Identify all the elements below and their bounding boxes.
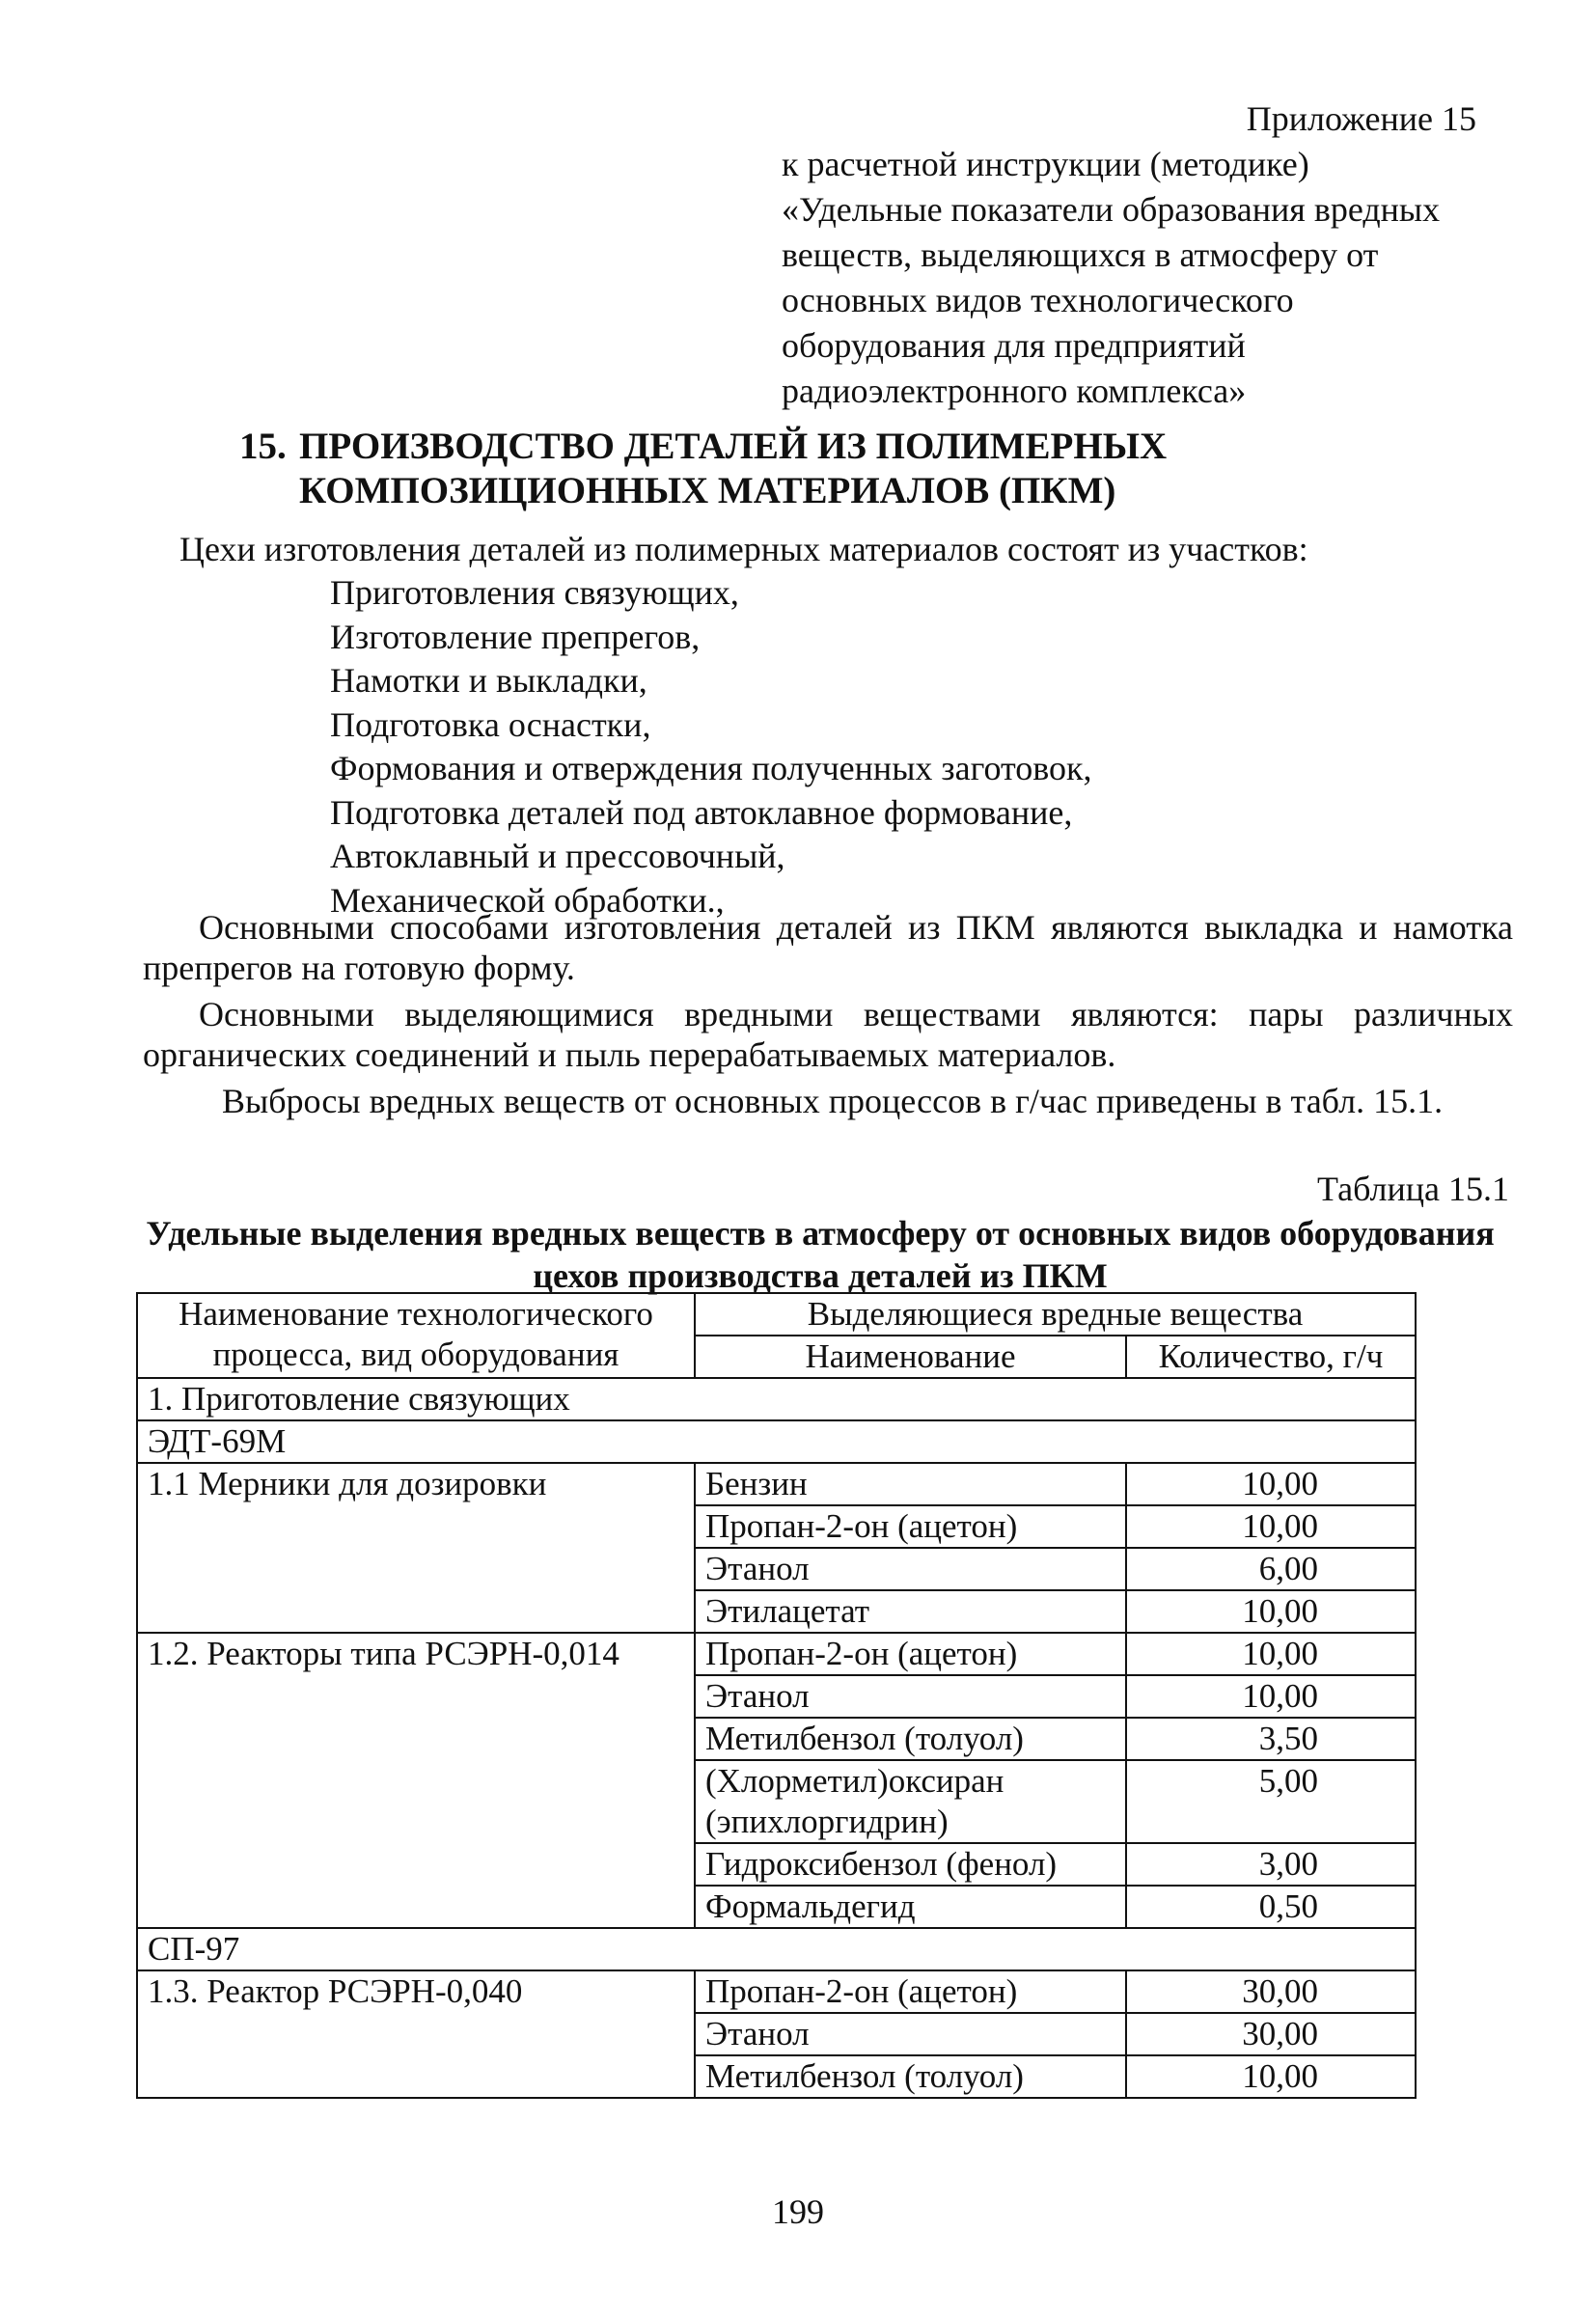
list-item: Механической обработки.,: [330, 880, 725, 920]
section-number: 15.: [239, 426, 287, 467]
emissions-table: [136, 1292, 1417, 2099]
header-process: Наименование технологического процесса, вид оборудования: [137, 1293, 695, 1378]
table-label: Таблица 15.1: [1317, 1170, 1509, 1208]
substance-cell: Метилбензол (толуол): [695, 2055, 1126, 2098]
paragraph-emissions: Выбросы вредных веществ от основных процессов в г/час приведены в табл. 15.1.: [222, 1082, 1444, 1120]
section-title: ПРОИЗВОДСТВО ДЕТАЛЕЙ ИЗ ПОЛИМЕРНЫХ КОМПОЗИЦИОННЫХ МАТЕРИАЛОВ (ПКМ): [299, 426, 1168, 511]
table-row: [137, 1463, 1416, 1505]
appendix-note: [782, 96, 1476, 414]
header-name: Наименование: [695, 1336, 1126, 1378]
list-item: Подготовка деталей под автоклавное формование,: [330, 792, 1073, 832]
substance-cell: Гидроксибензол (фенол): [695, 1843, 1126, 1886]
substance-cell: Метилбензол (толуол): [695, 1718, 1126, 1760]
quantity-cell: 5,00: [1126, 1760, 1416, 1843]
quantity-cell: 30,00: [1126, 2013, 1416, 2055]
substance-cell: Этанол: [695, 2013, 1126, 2055]
substance-cell: Этилацетат: [695, 1590, 1126, 1633]
appendix-reference: к расчетной инструкции (методике) «Удельные показатели образования вредных веществ, выделяющихся в атмосферу от основных видов технологического оборудования для предприятий радиоэлектронного комплекса»: [782, 145, 1441, 410]
substance-cell: Этанол: [695, 1548, 1126, 1590]
quantity-cell: 6,00: [1126, 1548, 1416, 1590]
table-row: [137, 1970, 1416, 2013]
page-number: 199: [772, 2192, 824, 2231]
substance-cell: Пропан-2-он (ацетон): [695, 1970, 1126, 2013]
list-item: Формования и отверждения полученных заготовок,: [330, 749, 1092, 787]
substance-cell: Этанол: [695, 1675, 1126, 1718]
quantity-cell: 3,00: [1126, 1843, 1416, 1886]
appendix-heading: Приложение 15: [1246, 99, 1476, 138]
process-cell: 1.3. Реактор РСЭРН-0,040: [137, 1970, 695, 2098]
substance-cell: Формальдегид: [695, 1886, 1126, 1928]
table-row: [137, 1633, 1416, 1675]
quantity-cell: 10,00: [1126, 1463, 1416, 1505]
quantity-cell: 10,00: [1126, 1590, 1416, 1633]
section-heading: [239, 425, 1523, 513]
header-quantity: Количество, г/ч: [1126, 1336, 1416, 1378]
quantity-cell: 30,00: [1126, 1970, 1416, 2013]
table-row: [137, 1378, 1416, 1420]
group-cell: ЭДТ-69М: [137, 1420, 1416, 1463]
table-title: Удельные выделения вредных веществ в атмосферу от основных видов оборудования цехов производства деталей из ПКМ: [146, 1214, 1495, 1295]
quantity-cell: 10,00: [1126, 1633, 1416, 1675]
list-item: Автоклавный и прессовочный,: [330, 837, 785, 875]
substance-cell: Пропан-2-он (ацетон): [695, 1633, 1126, 1675]
table-row: [137, 1420, 1416, 1463]
list-item: Изготовление препрегов,: [330, 617, 701, 656]
list-item: Подготовка оснастки,: [330, 704, 651, 744]
list-item: Намотки и выкладки,: [330, 661, 647, 700]
quantity-cell: 3,50: [1126, 1718, 1416, 1760]
paragraph-methods: Основными способами изготовления деталей из ПКМ являются выкладка и намотка препрегов на готовую форму.: [143, 908, 1513, 987]
substance-cell: Бензин: [695, 1463, 1126, 1505]
process-cell: 1.1 Мерники для дозировки: [137, 1463, 695, 1633]
process-cell: 1.2. Реакторы типа РСЭРН-0,014: [137, 1633, 695, 1928]
substance-cell: Пропан-2-он (ацетон): [695, 1505, 1126, 1548]
workshop-sections-list: [330, 571, 1091, 923]
quantity-cell: 0,50: [1126, 1886, 1416, 1928]
substance-cell: (Хлорметил)оксиран (эпихлоргидрин): [695, 1760, 1126, 1843]
group-cell: 1. Приготовление связующих: [137, 1378, 1416, 1420]
list-item: Приготовления связующих,: [330, 573, 739, 612]
group-cell: СП-97: [137, 1928, 1416, 1970]
table-header-row: [137, 1293, 1416, 1336]
header-substances: Выделяющиеся вредные вещества: [695, 1293, 1416, 1336]
table-row: [137, 1928, 1416, 1970]
quantity-cell: 10,00: [1126, 1505, 1416, 1548]
quantity-cell: 10,00: [1126, 2055, 1416, 2098]
intro-paragraph: Цехи изготовления деталей из полимерных материалов состоят из участков:: [179, 530, 1308, 568]
paragraph-substances: Основными выделяющимися вредными веществами являются: пары различных органических соединений и пыль перерабатываемых материалов.: [143, 995, 1513, 1074]
quantity-cell: 10,00: [1126, 1675, 1416, 1718]
